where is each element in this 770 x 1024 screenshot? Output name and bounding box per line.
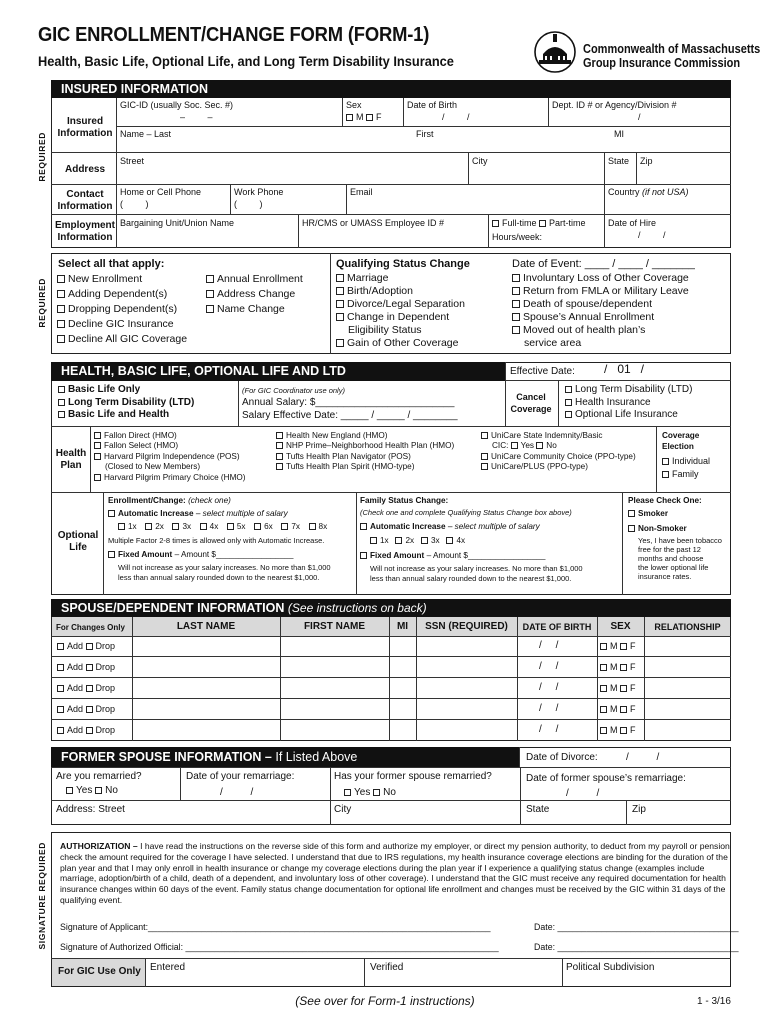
mi-label: MI	[614, 129, 624, 139]
dob-field[interactable]: / /	[442, 112, 470, 122]
col-mi: MI	[396, 621, 409, 632]
effective-date-label: Effective Date:	[510, 366, 575, 377]
official-signature[interactable]: Signature of Authorized Official: ________________________________________________________________	[60, 942, 499, 952]
health-plan-label-1: Health	[55, 448, 87, 459]
coverage-election-1: Coverage	[662, 431, 700, 440]
apply-option: Adding Dependent(s)	[57, 287, 187, 302]
auto-increase-option-b[interactable]: Automatic Increase – select multiple of salary	[360, 522, 540, 532]
insured-label-2: Information	[57, 128, 113, 139]
plans-col-2[interactable]: Health New England (HMO) NHP Prime–Neighborhood Health Plan (HMO) Tufts Health Plan Navigator (POS) Tufts Health Plan Spirit (HMO-type)	[276, 431, 454, 473]
zip-label: Zip	[640, 156, 653, 166]
cancel-coverage-2: Coverage	[510, 404, 552, 414]
contact-label-2: Information	[57, 201, 113, 212]
apply-option: Address Change	[206, 287, 303, 302]
table-row: Add Drop / / M F	[51, 720, 731, 741]
table-row: Add Drop / / M F	[51, 699, 731, 720]
coverage-options[interactable]: Basic Life Only Long Term Disability (LTD) Basic Life and Health	[58, 384, 194, 422]
plans-col-1[interactable]: Fallon Direct (HMO) Fallon Select (HMO) Harvard Pilgrim Independence (POS) (Closed to New Members) Harvard Pilgrim Primary Choice (HMO)	[94, 431, 245, 483]
address-label: Address	[64, 164, 105, 175]
former-street-label: Address: Street	[56, 804, 125, 815]
bargaining-label: Bargaining Unit/Union Name	[120, 218, 235, 228]
gic-use-label: For GIC Use Only	[58, 966, 141, 977]
former-state-label: State	[526, 804, 550, 815]
table-row: Add Drop / / M F	[51, 678, 731, 699]
official-date[interactable]: Date: _____________________________________	[534, 942, 739, 952]
col-last-name: LAST NAME	[176, 621, 236, 632]
health-plan-label-2: Plan	[60, 460, 82, 471]
col-relationship: RELATIONSHIP	[654, 622, 721, 632]
qsc-list[interactable]: Marriage Birth/Adoption Divorce/Legal Separation Change in Dependent Eligibility Status Gain of Other Coverage	[336, 272, 465, 350]
apply-option: Name Change	[206, 302, 303, 317]
annual-salary[interactable]: Annual Salary: $_________________________	[242, 397, 455, 408]
remarriage-date-label: Date of your remarriage:	[186, 771, 295, 782]
state-house-dome-icon	[533, 28, 581, 74]
smoker-option[interactable]: Smoker	[628, 509, 668, 519]
applicant-signature[interactable]: Signature of Applicant:______________________________________________________________________	[60, 922, 491, 932]
former-spouse-bar: FORMER SPOUSE INFORMATION – If Listed Above	[51, 747, 519, 767]
coverage-election-options[interactable]: Individual Family	[662, 455, 710, 481]
fixed-note-a2: less than annual salary rounded down to the nearest $1,000.	[118, 573, 320, 582]
apply-required-label: REQUIRED	[37, 278, 47, 328]
coordinator-note: (For GIC Coordinator use only)	[242, 386, 345, 395]
date-of-event[interactable]: Date of Event: ____ / ____ / _______	[512, 258, 695, 270]
first-name-label: First	[416, 129, 434, 139]
salary-effective-date[interactable]: Salary Effective Date: _____ / _____ / ________	[242, 410, 458, 421]
former-remarriage-date-field[interactable]: / /	[566, 788, 600, 799]
divorce-date-field[interactable]: / /	[626, 752, 660, 763]
multiples-a[interactable]: 1x 2x 3x 4x 5x 6x 7x 8x	[118, 522, 327, 532]
former-remarried-label: Has your former spouse remarried?	[334, 771, 492, 782]
sex-label: Sex	[346, 100, 362, 110]
home-phone-field[interactable]: ( )	[120, 199, 149, 209]
insured-label-1: Insured	[66, 116, 104, 127]
fixed-amount-a[interactable]: Fixed Amount – Amount $_________________	[108, 550, 293, 560]
col-ssn: SSN (REQUIRED)	[425, 621, 508, 632]
gic-logo	[533, 28, 761, 76]
work-phone-label: Work Phone	[234, 187, 284, 197]
coverage-election-2: Election	[662, 442, 694, 451]
optional-life-label-2: Life	[69, 542, 87, 553]
apply-col2[interactable]	[206, 272, 303, 317]
family-status-note: (Check one and complete Qualifying Status Change box above)	[360, 508, 572, 517]
family-status-title: Family Status Change:	[360, 496, 449, 505]
verified-label: Verified	[370, 962, 404, 973]
remarriage-date-field[interactable]: / /	[220, 787, 254, 798]
former-remarriage-date-label: Date of former spouse’s remarriage:	[526, 773, 686, 784]
sex-options[interactable]: M F	[346, 112, 382, 123]
apply-option: Decline GIC Insurance	[57, 317, 187, 332]
country-label: Country (if not USA)	[608, 187, 689, 197]
divorce-date-label: Date of Divorce:	[526, 752, 598, 763]
form-title: GIC ENROLLMENT/CHANGE FORM (FORM-1)	[38, 24, 430, 46]
optional-life-label-1: Optional	[57, 530, 99, 541]
col-for-changes: For Changes Only	[56, 623, 125, 632]
former-zip-label: Zip	[632, 804, 646, 815]
hours-label: Hours/week:	[492, 232, 543, 242]
former-city-label: City	[334, 804, 352, 815]
form-subtitle: Health, Basic Life, Optional Life, and Long Term Disability Insurance	[38, 54, 454, 69]
fixed-note-a1: Will not increase as your salary increases. No more than $1,000	[118, 563, 331, 572]
work-phone-field[interactable]: ( )	[234, 199, 263, 209]
home-phone-label: Home or Cell Phone	[120, 187, 202, 197]
city-label: City	[472, 156, 488, 166]
employment-type[interactable]: Full-time Part-time	[492, 218, 586, 229]
required-side-label: REQUIRED	[37, 132, 47, 182]
dept-label: Dept. ID # or Agency/Division #	[552, 100, 677, 110]
gic-id-label: GIC-ID (usually Soc. Sec. #)	[120, 100, 234, 110]
hrcms-label: HR/CMS or UMASS Employee ID #	[302, 218, 445, 228]
dependents-bar: SPOUSE/DEPENDENT INFORMATION (See instructions on back)	[51, 599, 731, 617]
effective-date-value[interactable]: / 01 /	[604, 362, 645, 376]
plans-col-3[interactable]: UniCare State Indemnity/Basic CIC: Yes No UniCare Community Choice (PPO-type) UniCare/PLUS (PPO-type)	[481, 431, 636, 473]
apply-col1[interactable]	[57, 272, 187, 347]
state-label: State	[608, 156, 630, 166]
fixed-amount-b[interactable]: Fixed Amount – Amount $_________________	[360, 551, 545, 561]
table-row: Add Drop / / M F	[51, 657, 731, 678]
last-name-label: Name – Last	[120, 129, 172, 139]
health-bar: HEALTH, BASIC LIFE, OPTIONAL LIFE AND LTD	[51, 362, 505, 381]
dob-label: Date of Birth	[407, 100, 458, 110]
hire-field[interactable]: / /	[638, 230, 666, 240]
email-label: Email	[350, 187, 373, 197]
apply-option: Dropping Dependent(s)	[57, 302, 187, 317]
street-label: Street	[120, 156, 145, 166]
multiples-b[interactable]: 1x 2x 3x 4x	[370, 536, 465, 546]
col-dob: DATE OF BIRTH	[522, 622, 592, 632]
apply-title: Select all that apply:	[58, 258, 165, 270]
logo-line-2: Group Insurance Commission	[583, 56, 741, 70]
page-number: 1 - 3/16	[697, 996, 731, 1007]
political-subdivision-label: Political Subdivision	[566, 962, 655, 973]
cancel-coverage-1: Cancel	[516, 392, 546, 402]
qsc-title: Qualifying Status Change	[336, 258, 470, 270]
auto-increase-option-a[interactable]: Automatic Increase – select multiple of salary	[108, 509, 288, 519]
contact-label-1: Contact	[66, 189, 104, 200]
fixed-note-b2: less than annual salary rounded down to the nearest $1,000.	[370, 574, 572, 583]
multiple-factor-note: Multiple Factor 2-8 times is allowed only with Automatic Increase.	[108, 536, 325, 545]
remarried-label: Are you remarried?	[56, 771, 142, 782]
col-first-name: FIRST NAME	[303, 621, 366, 632]
authorization-text: AUTHORIZATION – I have read the instructions on the reverse side of this form and authorize my employer, or direct my pension authority, to deduct from my payroll or pension check the amount required for the coverage I have selected. I understand that due to IRS regulations, my health insurance coverage elections are binding for the duration of the plan year and that I may only enroll in health insurance or change my coverage elections during the plan year if I experience a qualifying status change (examples include marriage, adoption/birth of a child, death of a dependent, and involuntary loss of other coverage). I understand that the GIC must receive any required documentation for health insurance changes within 60 days of the event. Family status change documentation for optional life enrollment and changes must be received by the GIC within 31 days of the qualifying event.	[60, 841, 730, 905]
col-sex: SEX	[610, 621, 631, 632]
enrollment-change-title: Enrollment/Change: (check one)	[108, 496, 231, 505]
event-list[interactable]: Involuntary Loss of Other Coverage Return from FMLA or Military Leave Death of spouse/dependent Spouse’s Annual Enrollment Moved out of health plan’s service area	[512, 272, 689, 350]
hire-label: Date of Hire	[608, 218, 657, 228]
please-check-one: Please Check One:	[628, 496, 702, 505]
nonsmoker-option[interactable]: Non-Smoker	[628, 524, 687, 534]
logo-line-1: Commonwealth of Massachusetts	[583, 42, 761, 56]
insured-section-bar: INSURED INFORMATION	[51, 80, 731, 98]
gic-id-field[interactable]: – –	[180, 112, 213, 122]
employment-label-2: Information	[57, 232, 113, 243]
apply-option: New Enrollment	[57, 272, 187, 287]
table-row: Add Drop / / M F	[51, 636, 731, 657]
dependent-rows	[51, 636, 731, 741]
entered-label: Entered	[150, 962, 186, 973]
signature-required-label: SIGNATURE REQUIRED	[37, 842, 47, 950]
applicant-date[interactable]: Date: _____________________________________	[534, 922, 739, 932]
apply-option: Annual Enrollment	[206, 272, 303, 287]
dept-field[interactable]: /	[638, 112, 641, 122]
fixed-note-b1: Will not increase as your salary increases. No more than $1,000	[370, 564, 583, 573]
remarried-options[interactable]: Yes No	[66, 785, 118, 798]
footer-instructions: (See over for Form-1 instructions)	[295, 994, 475, 1008]
apply-option: Decline All GIC Coverage	[57, 332, 187, 347]
employment-label-1: Employment	[54, 220, 115, 231]
cancel-options[interactable]: Long Term Disability (LTD) Health Insurance Optional Life Insurance	[565, 384, 692, 422]
former-remarried-options[interactable]: Yes No	[344, 787, 396, 800]
nonsmoker-note: Yes, I have been tobacco free for the past 12 months and choose the lower optional life insurance rates.	[638, 536, 722, 581]
